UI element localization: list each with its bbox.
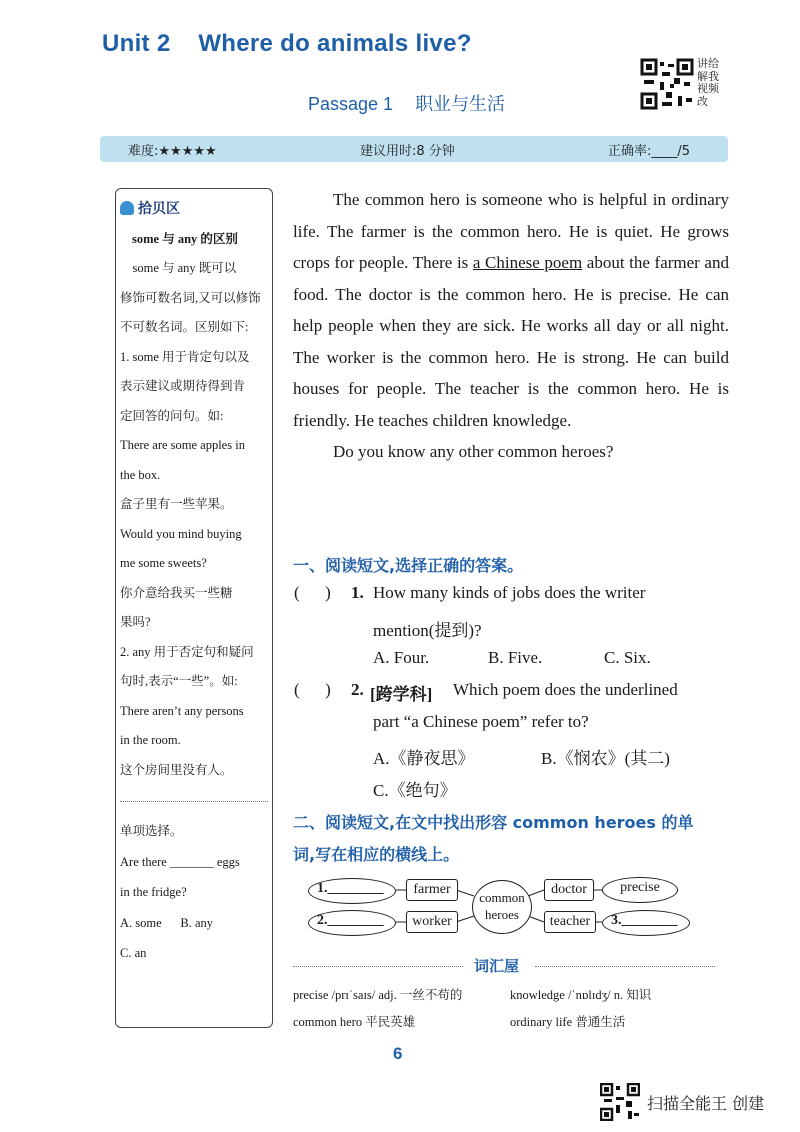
vocab-item: precise /prɪˈsaɪs/ adj. 一丝不苟的	[293, 988, 463, 1002]
exercise-line: Are there _______ eggs	[120, 855, 240, 869]
tip-line: 果吗?	[120, 615, 151, 629]
tip-line: 定回答的问句。如:	[120, 409, 224, 423]
passage-title: Passage 1 职业与生活	[308, 94, 506, 114]
unit-title: Unit 2 Where do animals live?	[102, 30, 472, 57]
node-farmer: farmer	[406, 879, 458, 901]
difficulty-label: 难度:★★★★★	[128, 144, 217, 159]
tip-line: 1. some 用于肯定句以及	[120, 350, 250, 364]
q1-option-b: B. Five.	[488, 648, 543, 667]
tip-line: 表示建议或期待得到肯	[120, 379, 246, 393]
center-oval	[472, 880, 532, 934]
exercise-line: C. an	[120, 946, 147, 960]
footer-watermark: 扫描全能王 创建	[647, 1094, 765, 1113]
tip-line: 修饰可数名词,又可以修饰	[120, 291, 261, 305]
tip-line: 不可数名词。区别如下:	[120, 320, 249, 334]
blank-1-oval[interactable]: 1.________	[308, 878, 396, 904]
tip-line: 你介意给我买一些糖	[120, 586, 233, 600]
vocab-title: 词汇屋	[474, 957, 520, 975]
suggested-time: 建议用时:8 分钟	[360, 144, 455, 159]
q2-option-a: A.《静夜思》	[373, 749, 475, 768]
q1-text: How many kinds of jobs does the writer	[373, 583, 646, 602]
q2-answer-blank[interactable]: ( )	[294, 680, 331, 699]
qr-label: 讲给 解我 视频 改	[697, 57, 719, 108]
q1-text: mention(提到)?	[373, 621, 482, 640]
tip-line: me some sweets?	[120, 556, 207, 570]
exercise-title: 单项选择。	[120, 824, 183, 838]
vocab-item: ordinary life 普通生活	[510, 1015, 626, 1029]
section2-title: 词,写在相应的横线上。	[293, 845, 460, 864]
q1-number: 1.	[351, 583, 364, 602]
tip-line: some 与 any 的区别	[132, 232, 238, 246]
shell-icon	[120, 201, 134, 215]
vocab-item: knowledge /ˈnɒlɪdʒ/ n. 知识	[510, 988, 652, 1002]
section1-title: 一、阅读短文,选择正确的答案。	[293, 556, 524, 575]
blank-2-oval[interactable]: 2.________	[308, 910, 396, 936]
underlined-phrase: a Chinese poem	[472, 253, 583, 272]
tip-box-title: 拾贝区	[120, 198, 180, 218]
center-label: common heroes	[479, 890, 525, 922]
tip-line: 这个房间里没有人。	[120, 763, 233, 777]
divider	[293, 966, 463, 967]
tip-line: There aren’t any persons	[120, 704, 244, 718]
tip-line: 2. any 用于否定句和疑问	[120, 645, 254, 659]
exercise-line: in the fridge?	[120, 885, 187, 899]
q2-option-b: B.《悯农》(其二)	[541, 749, 670, 768]
q1-option-c: C. Six.	[604, 648, 651, 667]
q2-text: Which poem does the underlined	[453, 680, 678, 699]
node-worker: worker	[406, 911, 458, 933]
tip-line: There are some apples in	[120, 438, 245, 452]
tip-line: 句时,表示“一些”。如:	[120, 674, 238, 688]
node-doctor: doctor	[544, 879, 594, 901]
info-bar	[100, 136, 728, 162]
word-map-diagram	[306, 874, 698, 940]
node-precise: precise	[602, 877, 678, 903]
tip-line: some 与 any 既可以	[120, 261, 237, 275]
tip-line: the box.	[120, 468, 161, 482]
q2-tag: [跨学科]	[370, 685, 433, 704]
page-number: 6	[393, 1044, 403, 1063]
q2-number: 2.	[351, 680, 364, 699]
tip-line: 盒子里有一些苹果。	[120, 497, 233, 511]
tip-line: Would you mind buying	[120, 527, 242, 541]
qr-code-icon	[640, 58, 694, 110]
divider	[120, 801, 268, 802]
q1-option-a: A. Four.	[373, 648, 430, 667]
divider	[535, 966, 715, 967]
passage-subtitle: 职业与生活	[415, 94, 506, 114]
passage-paragraph: Do you know any other common heroes?	[333, 442, 614, 461]
q2-option-c: C.《绝句》	[373, 781, 457, 800]
tip-box	[115, 188, 273, 1028]
reading-passage	[293, 184, 729, 468]
q1-answer-blank[interactable]: ( )	[294, 583, 331, 602]
vocab-item: common hero 平民英雄	[293, 1015, 416, 1029]
passage-paragraph: The common hero is someone who is helpful in ordinary life. The farmer is the common hero. He is quiet. He grows crops for people. There is a Chinese poem about the farmer and food. The doctor is the common hero. He is precise. He can help people when they are sick. He works all day or all night. The worker is the common hero. He is strong. He can build houses for people. The teacher is the common hero. He is friendly. He teaches children knowledge.	[293, 190, 729, 430]
q2-text: part “a Chinese poem” refer to?	[373, 712, 589, 731]
accuracy-field: 正确率:____/5	[608, 144, 691, 159]
section2-title: 二、阅读短文,在文中找出形容 common heroes 的单	[293, 813, 694, 832]
blank-3-oval[interactable]: 3.________	[602, 910, 690, 936]
node-teacher: teacher	[544, 911, 596, 933]
qr-code-icon	[600, 1083, 640, 1121]
exercise-line: A. some B. any	[120, 916, 214, 930]
tip-line: in the room.	[120, 733, 181, 747]
